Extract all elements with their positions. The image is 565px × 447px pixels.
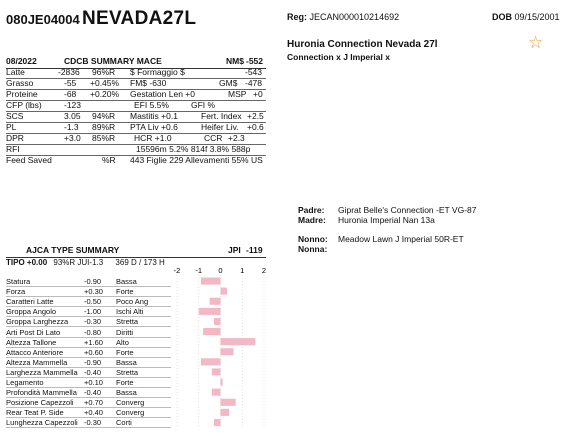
tipo-reliability: 93%R JUI-1.3 <box>53 258 104 267</box>
trait-value: +0.10 <box>84 378 103 387</box>
trait-label: Caratteri Latte <box>6 297 54 307</box>
trait-descriptor: Converg <box>116 408 145 418</box>
x-tick-label: -2 <box>173 266 181 275</box>
row-v4: GFI % <box>191 100 216 110</box>
x-tick-label: 1 <box>240 266 245 275</box>
row-label: Proteine <box>6 89 38 99</box>
trait-bar <box>201 358 221 365</box>
trait-bar <box>210 298 221 305</box>
trait-value: +0.40 <box>84 408 103 418</box>
row-v4: Heifer Liv. <box>201 122 239 132</box>
row-v1: -2836 <box>58 67 80 77</box>
row-v1: -1.3 <box>64 122 79 132</box>
row-v3: FM$ -630 <box>130 78 167 88</box>
nm-label: NM$ <box>226 56 244 66</box>
summary-date: 08/2022 <box>6 56 37 66</box>
row-v3: $ Formaggio $ <box>130 67 185 77</box>
row-v4: GM$ <box>219 78 238 88</box>
trait-value: -0.40 <box>84 388 102 398</box>
bull-short-name: NEVADA27L <box>82 8 197 29</box>
trait-bar <box>221 409 230 416</box>
row-v1: -123 <box>64 100 82 110</box>
summary-title: CDCB SUMMARY MACE <box>64 56 162 66</box>
row-v4: CCR <box>204 133 223 143</box>
dob-value: 09/15/2001 <box>514 12 560 22</box>
row-v3: Gestation Len +0 <box>130 89 195 99</box>
x-tick-label: -1 <box>195 266 203 275</box>
row-v1: 3.05 <box>64 111 81 121</box>
row-v2: 94%R <box>92 111 116 121</box>
trait-descriptor: Ischi Alti <box>116 307 144 317</box>
trait-label: Statura <box>6 277 31 286</box>
row-label: RFI <box>6 144 20 154</box>
row-v3: Mastitis +0.1 <box>130 111 178 121</box>
trait-descriptor: Forte <box>116 378 134 387</box>
tipo-label: TIPO <box>6 258 25 267</box>
trait-bar <box>214 419 221 426</box>
row-v5: -478 <box>245 78 263 88</box>
row-label: DPR <box>6 133 24 143</box>
trait-descriptor: Forte <box>116 347 134 357</box>
row-v5: -543 <box>245 67 263 77</box>
trait-value: -0.90 <box>84 277 102 286</box>
trait-descriptor: Stretta <box>116 317 139 327</box>
row-v2: 85%R <box>92 133 116 143</box>
trait-descriptor: Bassa <box>116 388 137 398</box>
trait-bar <box>221 379 223 386</box>
trait-value: -0.30 <box>84 418 102 428</box>
row-v3: 443 Figlie 229 Allevamenti 55% US <box>130 155 263 165</box>
trait-bar <box>221 348 234 355</box>
bull-full-name: Huronia Connection Nevada 27l <box>287 39 438 50</box>
row-label: SCS <box>6 111 24 121</box>
bull-code: 080JE04004 <box>6 12 80 27</box>
trait-value: -0.40 <box>84 367 102 377</box>
trait-label: Profondità Mammella <box>6 388 77 398</box>
trait-bar <box>199 308 221 315</box>
nonna-label: Nonna: <box>298 244 328 254</box>
nm-value: -552 <box>246 56 264 66</box>
row-v1: -68 <box>64 89 77 99</box>
trait-label: Forza <box>6 287 26 297</box>
row-v3: EFI 5.5% <box>134 100 169 110</box>
trait-label: Groppa Larghezza <box>6 317 69 327</box>
padre-label: Padre: <box>298 205 325 215</box>
trait-bar <box>221 288 228 295</box>
row-v4: Fert. Index <box>201 111 242 121</box>
trait-bar <box>201 278 221 285</box>
jpi-value: -119 <box>246 245 263 255</box>
row-v2: +0.20% <box>90 89 120 99</box>
trait-descriptor: Diritti <box>116 327 134 337</box>
ajca-title: AJCA TYPE SUMMARY <box>26 245 120 255</box>
trait-bar <box>214 318 221 325</box>
row-label: Feed Saved <box>6 155 52 165</box>
row-label: Latte <box>6 67 25 77</box>
row-v2: 89%R <box>92 122 116 132</box>
star-outline-icon[interactable]: ☆ <box>528 33 544 52</box>
trait-value: +0.60 <box>84 347 103 357</box>
padre-value: Giprat Belle's Connection -ET VG-87 <box>338 205 477 215</box>
trait-bar <box>212 368 221 375</box>
trait-descriptor: Stretta <box>116 367 139 377</box>
row-v4: MSP <box>228 89 247 99</box>
trait-descriptor: Alto <box>116 337 129 347</box>
nonno-label: Nonno: <box>298 234 328 244</box>
trait-descriptor: Bassa <box>116 357 137 367</box>
reg-label: Reg: <box>287 12 307 22</box>
row-v3: 15596m 5.2% 814f 3.8% 588p <box>136 144 251 154</box>
trait-descriptor: Bassa <box>116 277 137 286</box>
trait-descriptor: Converg <box>116 398 145 408</box>
trait-label: Attacco Anteriore <box>6 347 64 357</box>
row-v2: %R <box>102 155 116 165</box>
trait-bar <box>203 328 220 335</box>
trait-label: Lunghezza Capezzoli <box>6 418 78 428</box>
trait-value: -1.00 <box>84 307 102 317</box>
trait-value: +0.30 <box>84 287 103 297</box>
trait-descriptor: Forte <box>116 287 134 297</box>
row-v5: +0 <box>253 89 263 99</box>
row-v2: +0.45% <box>90 78 120 88</box>
row-label: Grasso <box>6 78 34 88</box>
row-v5: +2.3 <box>228 133 245 143</box>
row-label: CFP (lbs) <box>6 100 42 110</box>
row-v2: 96%R <box>92 67 116 77</box>
trait-value: +1.60 <box>84 337 103 347</box>
x-tick-label: 0 <box>218 266 223 275</box>
trait-descriptor: Corti <box>116 418 132 428</box>
dob-label: DOB <box>492 12 512 22</box>
trait-bar <box>221 338 256 345</box>
nonno-value: Meadow Lawn J Imperial 50R-ET <box>338 234 464 244</box>
trait-bar <box>221 399 236 406</box>
trait-label: Posizione Capezzoli <box>6 398 74 408</box>
tipo-daughters: 369 D / 173 H <box>115 258 165 267</box>
trait-label: Rear Teat P. Side <box>6 408 64 418</box>
row-v1: +3.0 <box>64 133 81 143</box>
trait-label: Altezza Mammella <box>6 357 68 367</box>
trait-label: Legamento <box>6 378 44 387</box>
trait-label: Arti Post Di Lato <box>6 327 61 337</box>
trait-value: +0.70 <box>84 398 103 408</box>
reg-value: JECAN000010214692 <box>309 12 400 22</box>
trait-label: Larghezza Mammella <box>6 367 78 377</box>
trait-label: Altezza Tallone <box>6 337 57 347</box>
madre-value: Huronia Imperial Nan 13a <box>338 215 435 225</box>
trait-value: -0.50 <box>84 297 102 307</box>
trait-value: -0.80 <box>84 327 102 337</box>
trait-descriptor: Poco Ang <box>116 297 149 307</box>
trait-value: -0.90 <box>84 357 102 367</box>
jpi-label: JPI <box>228 245 241 255</box>
row-v5: +2.5 <box>247 111 264 121</box>
bull-pedigree-line: Connection x J Imperial x <box>287 52 390 62</box>
row-v3: HCR +1.0 <box>134 133 172 143</box>
x-tick-label: 2 <box>261 266 267 275</box>
madre-label: Madre: <box>298 215 326 225</box>
tipo-value: +0.00 <box>26 258 48 267</box>
row-v3: PTA Liv +0.6 <box>130 122 178 132</box>
trait-value: -0.30 <box>84 317 102 327</box>
row-v1: -55 <box>64 78 77 88</box>
trait-label: Groppa Angolo <box>6 307 57 317</box>
row-label: PL <box>6 122 17 132</box>
trait-bar <box>212 389 221 396</box>
row-v5: +0.6 <box>247 122 264 132</box>
